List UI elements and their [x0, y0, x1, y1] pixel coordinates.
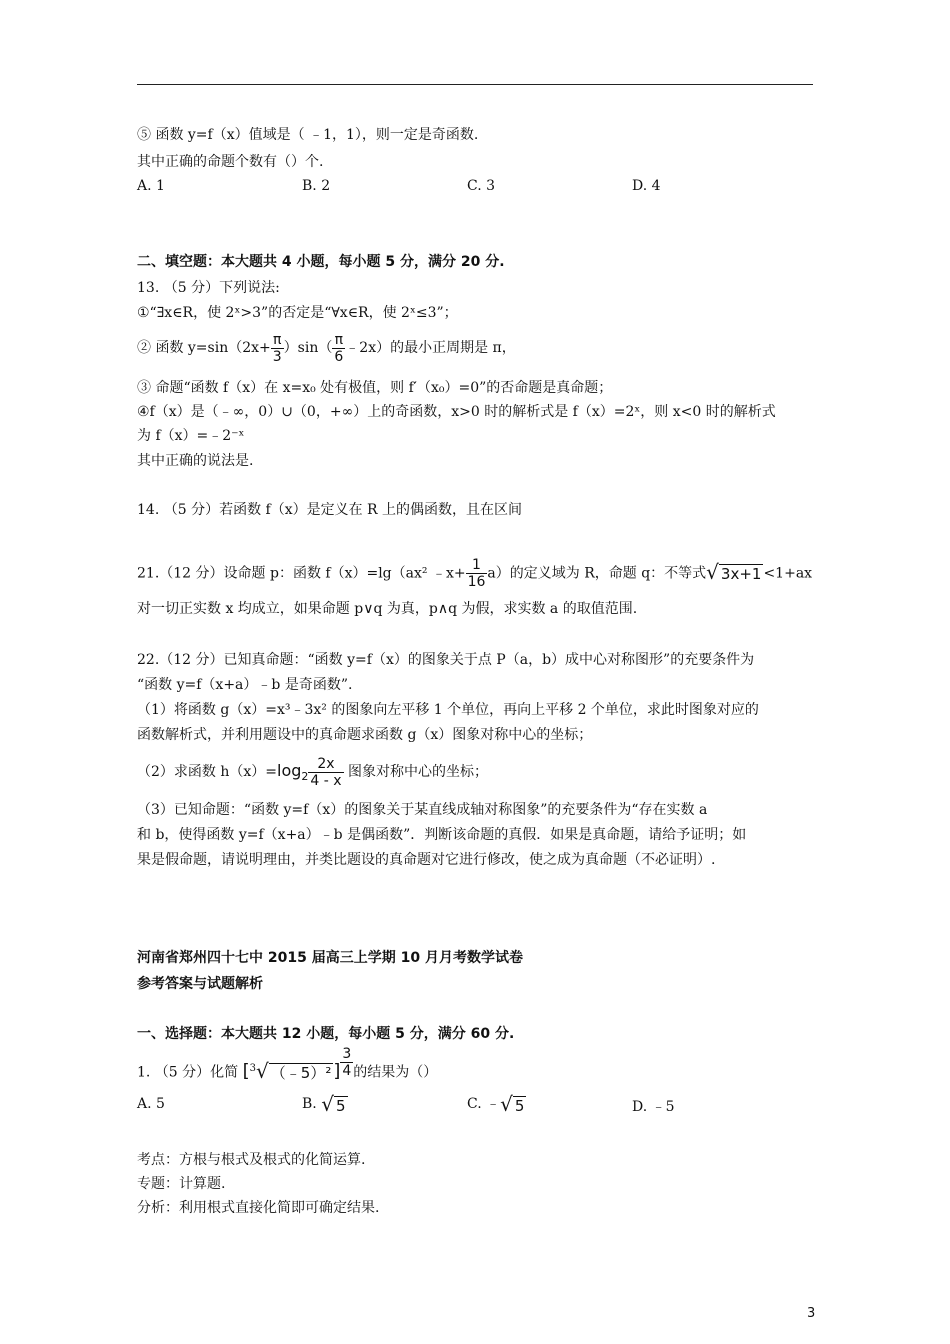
kaodian: 考点：方根与根式及根式的化简运算.: [137, 1152, 366, 1168]
q22-line5: [137, 750, 488, 798]
six-denominator: 6: [334, 348, 344, 365]
q12-option-b: B. 2: [302, 178, 331, 194]
q13-conclusion: 其中正确的说法是.: [137, 453, 254, 469]
q21-line2: 对一切正实数 x 均成立，如果命题 p∨q 为真，p∧q 为假，求实数 a 的取值范围.: [137, 601, 638, 617]
exponent-fraction: [340, 1046, 353, 1079]
q12-prompt: 其中正确的命题个数有（）个.: [137, 154, 324, 170]
answers-title: 河南省郑州四十七中 2015 届高三上学期 10 月月考数学试卷: [137, 950, 523, 966]
root-index: 3: [249, 1063, 257, 1074]
q12-option-d: D. 4: [632, 178, 661, 194]
q12-option-a: A. 1: [137, 178, 165, 194]
q22-line5-b: 图象对称中心的坐标；: [348, 764, 488, 780]
q22-line7: 和 b，使得函数 y=f（x+a）﹣b 是偶函数”．判断该命题的真假．如果是真命题，请给予证明；如: [137, 827, 747, 843]
q21-line1-b: a）的定义域为 R，命题 q：不等式: [487, 565, 707, 582]
exp-denominator: 4: [342, 1063, 352, 1079]
q13-item2-a: ② 函数 y=sin（2x+: [137, 340, 271, 356]
q21-line1-c: <1+ax: [763, 565, 813, 582]
a1-stem: [137, 1046, 437, 1097]
q12-option-c: C. 3: [467, 178, 496, 194]
q13-item2: [137, 328, 516, 368]
answers-subtitle: 参考答案与试题解析: [137, 976, 263, 992]
radical-icon-2: √: [256, 1059, 269, 1084]
section2-heading: 二、填空题：本大题共 4 小题，每小题 5 分，满分 20 分.: [137, 254, 505, 270]
q12-item5: ⑤ 函数 y=f（x）值域是（ ﹣1，1），则一定是奇函数.: [137, 127, 479, 143]
q22-line6: （3）已知命题：“函数 y=f（x）的图象关于某直线成轴对称图象”的充要条件为“存在实数 a: [137, 802, 708, 818]
a1-option-d: D. ﹣5: [632, 1099, 675, 1115]
zhuanti: 专题：计算题.: [137, 1176, 226, 1192]
sqrt-3x-plus-1: [706, 552, 763, 595]
a1-stem-a: 1. （5 分）化简: [137, 1064, 239, 1081]
q22-line5-a: （2）求函数 h（x）=: [137, 764, 277, 780]
right-bracket: ]: [333, 1060, 341, 1082]
exp-numerator: 3: [342, 1046, 352, 1062]
fenxi: 分析：利用根式直接化简即可确定结果.: [137, 1200, 380, 1216]
a1-option-c: [467, 1092, 526, 1116]
a1-option-b-label: B.: [302, 1096, 317, 1112]
left-bracket: [: [242, 1060, 250, 1082]
q13-item2-b: ）sin（: [283, 340, 333, 356]
q22-line4: 函数解析式，并利用题设中的真命题求函数 g（x）图象对称中心的坐标；: [137, 727, 593, 743]
sqrt-5-b: [321, 1092, 347, 1116]
log-label: log: [277, 761, 302, 780]
five-radicand-c: 5: [514, 1097, 525, 1115]
radical-icon-4: √: [500, 1092, 513, 1116]
a1-option-b: [302, 1092, 348, 1116]
2x-numerator: 2x: [308, 756, 343, 773]
2x-over-4-minus-x: [308, 756, 343, 789]
radical-icon-3: √: [321, 1092, 334, 1116]
q21-line1: [137, 552, 812, 595]
one-numerator: 1: [466, 557, 488, 574]
radicand: 3x+1: [720, 565, 762, 583]
q21-line1-a: 21.（12 分）设命题 p：函数 f（x）=lg（ax² ﹣x+: [137, 565, 466, 582]
one-sixteenth-fraction: [466, 557, 488, 590]
q13-item4-b: 为 f（x）=﹣2⁻ˣ: [137, 428, 245, 444]
answers-section1: 一、选择题：本大题共 12 小题，每小题 5 分，满分 60 分.: [137, 1026, 515, 1042]
a1-stem-b: 的结果为（）: [353, 1064, 438, 1081]
q22-line3: （1）将函数 g（x）=x³﹣3x² 的图象向左平移 1 个单位，再向上平移 2 个单位，求此时图象对应的: [137, 702, 759, 718]
q13-item2-c: ﹣2x）的最小正周期是 π，: [345, 340, 516, 356]
log-base: 2: [301, 769, 309, 783]
sqrt-5-c: [500, 1092, 526, 1116]
pi-over-3-fraction: [271, 332, 284, 365]
a1-option-a: A. 5: [137, 1096, 165, 1112]
a1-option-c-label: C. ﹣: [467, 1096, 501, 1112]
pi-numerator: π: [271, 332, 284, 349]
q13-stem: 13. （5 分）下列说法:: [137, 280, 280, 296]
five-radicand-b: 5: [335, 1097, 346, 1115]
page-number: 3: [807, 1306, 816, 1321]
pi-numerator-2: π: [332, 332, 345, 349]
q22-line2: “函数 y=f（x+a）﹣b 是奇函数”.: [137, 677, 353, 693]
header-rule: [137, 84, 813, 85]
q14-stem: 14. （5 分）若函数 f（x）是定义在 R 上的偶函数，且在区间: [137, 502, 523, 518]
4-minus-x-denominator: 4 - x: [310, 772, 342, 789]
radical-icon: √: [706, 560, 719, 584]
three-denominator: 3: [272, 348, 282, 365]
pi-over-6-fraction: [332, 332, 345, 365]
cube-radicand: （﹣5）²: [270, 1064, 332, 1083]
q13-item1: ①“∃x∈R，使 2ˣ>3”的否定是“∀x∈R，使 2ˣ≤3”；: [137, 305, 458, 321]
q22-line8: 果是假命题，请说明理由，并类比题设的真命题对它进行修改，使之成为真命题（不必证明）.: [137, 852, 716, 868]
q13-item3: ③ 命题“函数 f（x）在 x=x₀ 处有极值，则 f′（x₀）=0”的否命题是真命题；: [137, 380, 613, 396]
q22-line1: 22.（12 分）已知真命题：“函数 y=f（x）的图象关于点 P（a，b）成中心对称图形”的充要条件为: [137, 652, 755, 668]
cube-root: [256, 1048, 333, 1097]
sixteen-denominator: 16: [467, 574, 486, 590]
q13-item4-a: ④f（x）是（﹣∞，0）∪（0，+∞）上的奇函数，x>0 时的解析式是 f（x）=2ˣ，则 x<0 时的解析式: [137, 404, 776, 420]
